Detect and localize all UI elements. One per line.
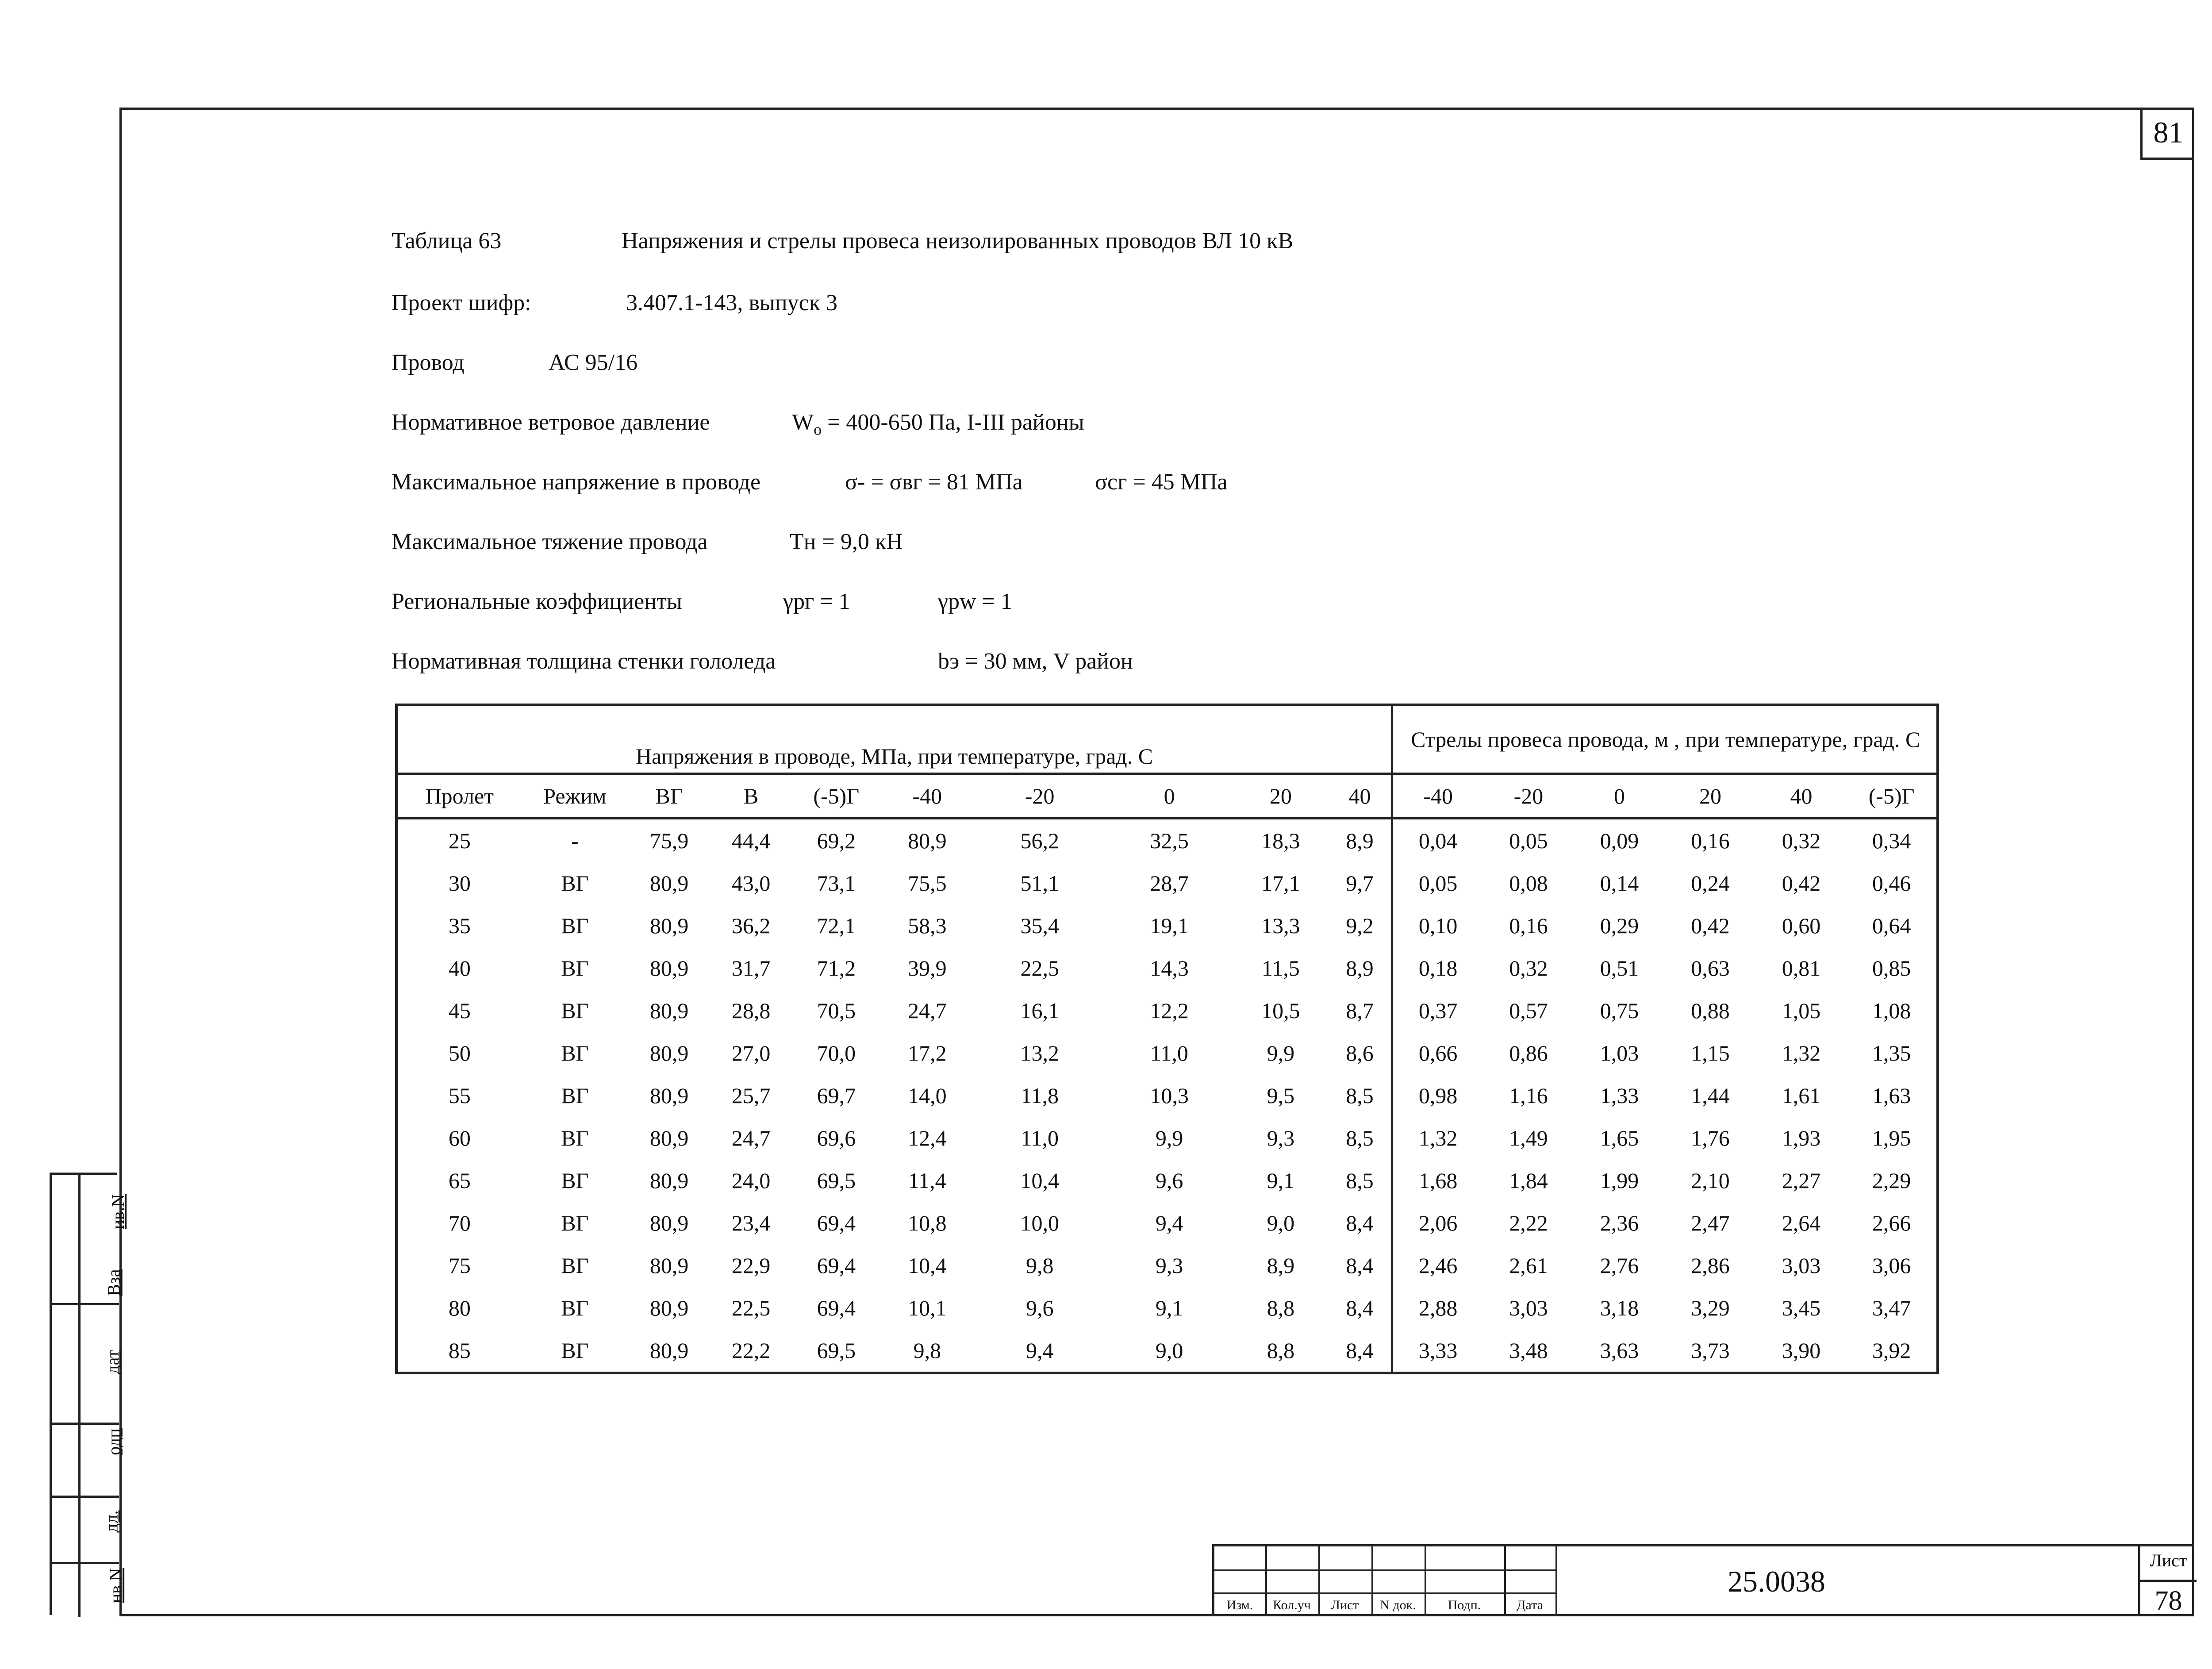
table-cell: 9,0 [1155,1338,1183,1363]
stamp-sheet-box [2138,1546,2197,1616]
table-cell: 39,9 [908,956,947,981]
table-cell: 8,8 [1267,1296,1295,1320]
table-cell: 2,29 [1872,1168,1911,1193]
table-cell: 70 [448,1211,471,1235]
table-row [396,1202,1938,1244]
table-cell: 3,90 [1782,1338,1821,1363]
sheet-number: 81 [2140,108,2194,160]
table-cell: ВГ [561,1253,589,1278]
table-cell: ВГ [561,1296,589,1320]
table-cell: 44,4 [731,828,771,853]
table-cell: 1,76 [1691,1126,1730,1150]
column-header: -20 [974,774,1106,819]
table-cell: 24,0 [731,1168,771,1193]
table-cell: 56,2 [1020,828,1059,853]
table-cell: 8,6 [1329,1032,1392,1074]
table-cell: 2,66 [1872,1211,1911,1235]
table-cell: 0,18 [1418,956,1458,981]
table-cell: 0,10 [1418,913,1458,938]
column-header: (-5)Г [792,774,880,819]
column-header: -20 [1483,774,1574,819]
table-cell: 14,3 [1150,956,1189,981]
table-cell: 1,84 [1509,1168,1548,1193]
table-cell: ВГ [561,998,589,1023]
table-cell: 80,9 [649,1253,689,1278]
table-cell: 75,5 [908,871,947,896]
stamp-col-izm: Изм. [1226,1598,1253,1612]
table-cell: 69,7 [817,1083,856,1108]
table-cell: 10,4 [908,1253,947,1278]
stamp-revision-grid [1214,1546,1557,1616]
table-cell: 10,8 [908,1211,947,1235]
stress-sag-table [395,704,1939,1374]
table-cell: 0,66 [1418,1041,1458,1065]
table-cell: 9,4 [1155,1211,1183,1235]
table-cell: 8,7 [1329,989,1392,1032]
table-cell: 0,05 [1509,828,1548,853]
table-cell: 19,1 [1150,913,1189,938]
table-cell: 0,09 [1600,828,1639,853]
table-cell: 31,7 [731,956,771,981]
table-cell: 3,92 [1872,1338,1911,1363]
table-cell: 69,5 [817,1338,856,1363]
table-row [396,1117,1938,1159]
stress-label: Максимальное напряжение в проводе [392,469,761,495]
table-cell: 8,8 [1267,1338,1295,1363]
table-cell: 1,03 [1600,1041,1639,1065]
table-cell: 2,88 [1418,1296,1458,1320]
table-cell: 3,48 [1509,1338,1548,1363]
table-cell: 11,0 [1021,1126,1059,1150]
table-cell: 9,3 [1267,1126,1295,1150]
table-cell: 2,86 [1691,1253,1730,1278]
table-cell: 3,03 [1782,1253,1821,1278]
table-cell: 0,14 [1600,871,1639,896]
table-cell: 13,3 [1261,913,1300,938]
table-cell: 0,32 [1782,828,1821,853]
side-stamp [50,1173,128,1615]
stress-value-2: σсг = 45 МПа [1095,469,1228,495]
table-cell: 8,4 [1329,1329,1392,1373]
column-header: -40 [1392,774,1483,819]
table-cell: 17,1 [1261,871,1300,896]
table-cell: 0,63 [1691,956,1730,981]
table-cell: ВГ [561,956,589,981]
table-cell: 8,4 [1329,1244,1392,1287]
table-cell: 3,06 [1872,1253,1911,1278]
table-cell: 0,51 [1600,956,1639,981]
table-cell: 80,9 [649,871,689,896]
table-cell: 11,0 [1150,1041,1188,1065]
stamp-col-ndok: N док. [1380,1598,1416,1612]
side-podp: одп [104,1428,124,1455]
table-cell: 10,3 [1150,1083,1189,1108]
table-cell: 69,4 [817,1253,856,1278]
table-cell: 8,5 [1329,1159,1392,1202]
table-cell: 30 [448,871,471,896]
table-row [396,989,1938,1032]
stamp-sheet-number: 78 [2140,1580,2197,1617]
table-cell: 55 [448,1083,471,1108]
table-cell: 9,8 [913,1338,941,1363]
table-cell: 17,2 [908,1041,947,1065]
table-cell: 1,65 [1600,1126,1639,1150]
table-cell: 71,2 [817,956,856,981]
table-cell: ВГ [561,1126,589,1150]
table-cell: 27,0 [731,1041,771,1065]
stamp-col-podp: Подп. [1448,1598,1481,1612]
table-cell: 22,9 [731,1253,771,1278]
table-row [396,1329,1938,1373]
coef-pw: γpw = 1 [938,589,1012,614]
table-cell: 11,8 [1021,1083,1059,1108]
group-header-stress: Напряжения в проводе, МПа, при температуре, град. С [396,705,1392,774]
table-cell: 3,63 [1600,1338,1639,1363]
table-cell: 80,9 [649,1296,689,1320]
table-cell: 51,1 [1020,871,1059,896]
table-cell: 2,64 [1782,1211,1821,1235]
table-cell: 22,5 [731,1296,771,1320]
table-cell: 8,5 [1329,1117,1392,1159]
table-cell: 80,9 [649,913,689,938]
table-row [396,1244,1938,1287]
wire-label: Провод [392,350,465,375]
table-cell: 1,16 [1509,1083,1548,1108]
side-vza: Вза [104,1269,124,1296]
table-row [396,947,1938,989]
table-cell: 10,5 [1261,998,1300,1023]
table-cell: 2,61 [1509,1253,1548,1278]
table-cell: 0,57 [1509,998,1548,1023]
stamp-col-list: Лист [1331,1598,1359,1612]
table-cell: 0,42 [1782,871,1821,896]
table-cell: 8,9 [1329,819,1392,862]
table-row [396,1074,1938,1117]
table-cell: 16,1 [1020,998,1059,1023]
table-cell: 40 [448,956,471,981]
stamp-col-kol: Кол.уч [1273,1598,1311,1612]
table-label: Таблица 63 [392,228,502,254]
table-cell: ВГ [561,1083,589,1108]
table-cell: 80,9 [649,1083,689,1108]
table-cell: 80,9 [649,1126,689,1150]
table-cell: 0,34 [1872,828,1911,853]
tension-value: Tн = 9,0 кН [790,529,903,554]
table-cell: 28,7 [1150,871,1189,896]
column-header: Пролет [396,774,522,819]
table-cell: 1,05 [1782,998,1821,1023]
column-header: -40 [881,774,974,819]
table-cell: 36,2 [731,913,771,938]
table-cell: 18,3 [1261,828,1300,853]
table-cell: 0,42 [1691,913,1730,938]
table-cell: 0,81 [1782,956,1821,981]
table-cell: 1,63 [1872,1083,1911,1108]
stamp-sheet-label: Лист [2150,1550,2187,1570]
table-cell: 25 [448,828,471,853]
table-cell: 35,4 [1020,913,1059,938]
table-cell: 0,16 [1691,828,1730,853]
table-cell: 0,24 [1691,871,1730,896]
ice-value: bэ = 30 мм, V район [938,649,1133,674]
table-cell: 69,4 [817,1211,856,1235]
table-cell: 0,29 [1600,913,1639,938]
table-cell: 9,0 [1267,1211,1295,1235]
table-cell: ВГ [561,871,589,896]
wire-value: АС 95/16 [549,350,638,375]
table-cell: 2,06 [1418,1211,1458,1235]
table-cell: 8,4 [1329,1287,1392,1329]
table-cell: 0,64 [1872,913,1911,938]
table-cell: 23,4 [731,1211,771,1235]
project-label: Проект шифр: [392,290,531,315]
table-cell: 80,9 [649,1211,689,1235]
table-cell: 2,76 [1600,1253,1639,1278]
table-cell: 2,27 [1782,1168,1821,1193]
table-cell: 11,5 [1262,956,1300,981]
table-cell: 1,44 [1691,1083,1730,1108]
table-cell: 73,1 [817,871,856,896]
table-cell: 3,18 [1600,1296,1639,1320]
column-header: 0 [1106,774,1233,819]
column-header: В [710,774,792,819]
table-cell: 60 [448,1126,471,1150]
ice-label: Нормативная толщина стенки гололеда [392,649,776,674]
table-cell: 69,4 [817,1296,856,1320]
table-cell: 1,32 [1782,1041,1821,1065]
table-cell: 13,2 [1020,1041,1059,1065]
table-cell: 3,73 [1691,1338,1730,1363]
table-cell: 32,5 [1150,828,1189,853]
table-cell: 0,16 [1509,913,1548,938]
table-cell: 69,6 [817,1126,856,1150]
table-cell: ВГ [561,1168,589,1193]
table-cell: 0,88 [1691,998,1730,1023]
table-cell: 80 [448,1296,471,1320]
column-header: 20 [1665,774,1756,819]
table-cell: 25,7 [731,1083,771,1108]
table-cell: 0,32 [1509,956,1548,981]
coef-label: Региональные коэффициенты [392,589,682,614]
table-cell: 85 [448,1338,471,1363]
table-cell: 50 [448,1041,471,1065]
table-cell: 1,15 [1691,1041,1730,1065]
table-cell: 80,9 [908,828,947,853]
column-header: 40 [1756,774,1847,819]
table-cell: 9,8 [1025,1253,1054,1278]
table-cell: - [571,828,579,853]
table-cell: 0,46 [1872,871,1911,896]
column-header-row [396,774,1938,819]
table-cell: 9,1 [1155,1296,1183,1320]
table-cell: 35 [448,913,471,938]
table-cell: 1,61 [1782,1083,1821,1108]
table-cell: 2,36 [1600,1211,1639,1235]
table-cell: 8,9 [1267,1253,1295,1278]
table-cell: 28,8 [731,998,771,1023]
table-cell: 9,7 [1329,862,1392,904]
table-cell: 9,6 [1025,1296,1054,1320]
table-cell: 14,0 [908,1083,947,1108]
table-cell: 8,4 [1329,1202,1392,1244]
table-cell: 72,1 [817,913,856,938]
tension-label: Максимальное тяжение провода [392,529,708,554]
table-cell: 9,9 [1155,1126,1183,1150]
table-cell: 70,5 [817,998,856,1023]
table-cell: 8,9 [1329,947,1392,989]
side-podl: дл. [101,1510,122,1533]
table-cell: 1,99 [1600,1168,1639,1193]
table-cell: 22,2 [731,1338,771,1363]
column-header: 0 [1574,774,1665,819]
table-cell: ВГ [561,1211,589,1235]
column-header: ВГ [628,774,710,819]
table-cell: 2,10 [1691,1168,1730,1193]
table-cell: 9,9 [1267,1041,1295,1065]
table-row [396,1032,1938,1074]
table-cell: ВГ [561,1338,589,1363]
table-cell: 11,4 [908,1168,946,1193]
table-cell: 8,5 [1329,1074,1392,1117]
side-date: дат [102,1350,123,1374]
document-number: 25.0038 [1728,1565,1825,1598]
table-cell: 2,47 [1691,1211,1730,1235]
table-cell: 24,7 [908,998,947,1023]
table-cell: 12,4 [908,1126,947,1150]
table-cell: 3,33 [1418,1338,1458,1363]
table-cell: 69,2 [817,828,856,853]
table-cell: 1,68 [1418,1168,1458,1193]
table-cell: 80,9 [649,998,689,1023]
table-cell: 75,9 [649,828,689,853]
column-header: (-5)Г [1847,774,1938,819]
table-cell: 2,46 [1418,1253,1458,1278]
table-cell: 1,32 [1418,1126,1458,1150]
table-cell: ВГ [561,913,589,938]
table-cell: 22,5 [1020,956,1059,981]
table-cell: 12,2 [1150,998,1189,1023]
table-cell: 1,49 [1509,1126,1548,1150]
group-header-sag: Стрелы провеса провода, м , при температуре, град. С [1392,705,1938,774]
wind-value: $W_o = 400-650$ Па, I-III районы [792,410,1084,438]
column-header: 40 [1329,774,1392,819]
table-cell: 3,29 [1691,1296,1730,1320]
table-cell: 24,7 [731,1126,771,1150]
table-cell: 10,1 [908,1296,947,1320]
column-header: Режим [522,774,629,819]
table-cell: 80,9 [649,1168,689,1193]
table-cell: 1,95 [1872,1126,1911,1150]
table-cell: 75 [448,1253,471,1278]
table-row [396,1159,1938,1202]
table-cell: 65 [448,1168,471,1193]
table-title: Напряжения и стрелы провеса неизолированных проводов ВЛ 10 кВ [622,228,1294,254]
stamp-col-data: Дата [1517,1598,1543,1612]
table-cell: 80,9 [649,1041,689,1065]
table-cell: 0,75 [1600,998,1639,1023]
table-cell: 9,4 [1025,1338,1054,1363]
table-row [396,819,1938,862]
table-row [396,904,1938,947]
table-cell: 0,60 [1782,913,1821,938]
table-cell: 0,86 [1509,1041,1548,1065]
table-cell: 3,47 [1872,1296,1911,1320]
table-cell: 1,08 [1872,998,1911,1023]
wind-label: Нормативное ветровое давление [392,410,710,435]
side-inv-no: ив.N [108,1194,128,1230]
table-cell: ВГ [561,1041,589,1065]
table-cell: 80,9 [649,1338,689,1363]
table-cell: 9,3 [1155,1253,1183,1278]
table-cell: 9,2 [1329,904,1392,947]
table-cell: 10,4 [1020,1168,1059,1193]
table-cell: 45 [448,998,471,1023]
project-code: 3.407.1-143, выпуск 3 [626,290,837,315]
table-cell: 0,08 [1509,871,1548,896]
stress-value-1: σ- = σвг = 81 МПа [845,469,1023,495]
table-cell: 0,98 [1418,1083,1458,1108]
column-header: 20 [1233,774,1329,819]
table-cell: 1,93 [1782,1126,1821,1150]
table-cell: 1,33 [1600,1083,1639,1108]
side-inv-podl: нв.N [106,1568,126,1604]
table-cell: 1,35 [1872,1041,1911,1065]
table-cell: 0,05 [1418,871,1458,896]
table-cell: 80,9 [649,956,689,981]
table-cell: 2,22 [1509,1211,1548,1235]
title-block [1212,1544,2194,1616]
table-cell: 0,04 [1418,828,1458,853]
table-cell: 10,0 [1020,1211,1059,1235]
table-cell: 0,85 [1872,956,1911,981]
table-cell: 3,03 [1509,1296,1548,1320]
table-row [396,1287,1938,1329]
table-cell: 69,5 [817,1168,856,1193]
table-cell: 70,0 [817,1041,856,1065]
table-cell: 9,1 [1267,1168,1295,1193]
table-cell: 0,37 [1418,998,1458,1023]
table-cell: 9,5 [1267,1083,1295,1108]
table-cell: 9,6 [1155,1168,1183,1193]
table-cell: 58,3 [908,913,947,938]
table-cell: 43,0 [731,871,771,896]
table-cell: 3,45 [1782,1296,1821,1320]
table-row [396,862,1938,904]
coef-rg: γрг = 1 [783,589,850,614]
